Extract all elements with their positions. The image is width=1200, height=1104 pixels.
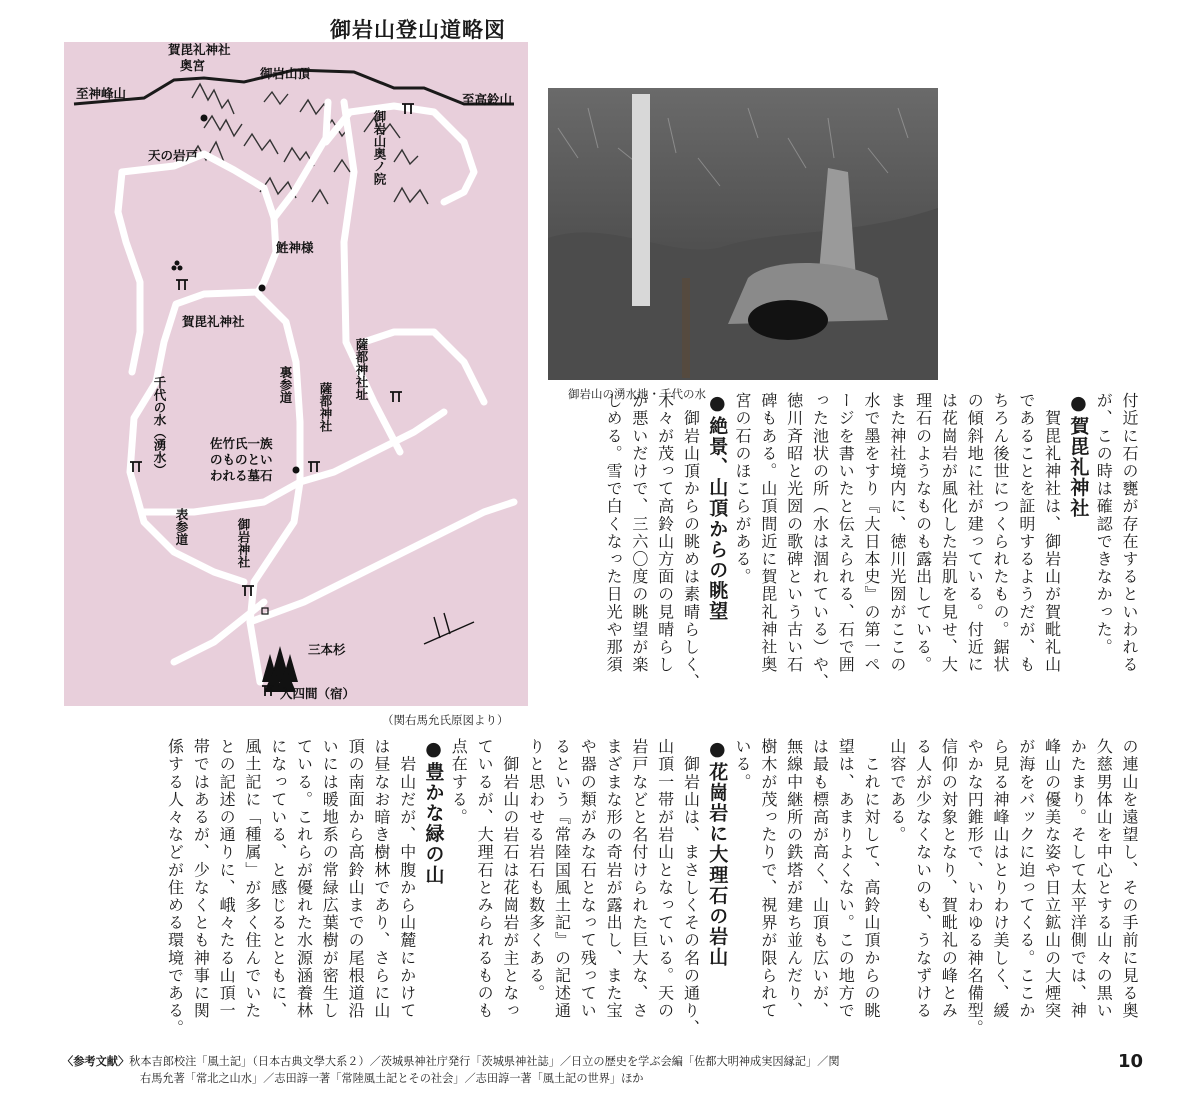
label-satsuto-shrine: 薩都神社 — [318, 382, 333, 432]
label-sanbonsugi: 三本杉 — [308, 642, 346, 657]
label-kabire-shrine: 賀毘礼神社 — [182, 314, 245, 329]
lower-line-35: 風土記に「種属」が多く住んでいた — [242, 738, 262, 1020]
references-line-1: 秋本吉郎校注「風土記」（日本古典文學大系２）／茨城県神社庁発行「茨城県神社誌」／日立の歴史を学ぶ会編「佐都大明神成実因縁記」／関 — [129, 1055, 840, 1068]
lower-line-29: 岩山だが、中腹から山麓にかけて — [397, 738, 417, 1020]
lower-line-27: 点在する。 — [449, 738, 469, 826]
lower-line-12: 望は、あまりよくない。この地方で — [836, 738, 856, 1020]
heading-kabire-shrine: ●賀毘礼神社 — [1067, 392, 1090, 519]
label-satake-3: われる墓石 — [210, 468, 273, 483]
heading-granite-marble: ●花崗岩に大理石の岩山 — [706, 738, 729, 968]
label-satake-2: のものとい — [210, 452, 273, 467]
lower-text-block — [162, 738, 1142, 1038]
lower-line-10: 山容である。 — [887, 738, 907, 844]
upper-line-17: 宮の石のほこらがある。 — [733, 392, 753, 586]
upper-line-1: 付近に石の甕が存在するといわれる — [1120, 392, 1139, 674]
spring-photo-image — [548, 88, 938, 380]
lower-line-6: ら見る神峰山はとりわけ美しく、緩 — [991, 738, 1011, 1020]
label-to-kamine: 至神峰山 — [76, 86, 127, 101]
upper-line-2: が、この時は確認できなかった。 — [1094, 392, 1114, 656]
label-amanoiwato: 天の岩戸 — [148, 148, 199, 163]
upper-line-8: の傾斜地に社が建っている。付近に — [965, 392, 985, 674]
upper-line-7: ちろん後世につくられたもの。鋸状 — [991, 392, 1011, 674]
label-kabire-okumiya: 賀毘礼神社 — [168, 42, 231, 57]
label-satsuto-site: 薩都神社址 — [354, 338, 369, 401]
upper-line-22: しめる。雪で白くなった日光や那須 — [604, 392, 624, 674]
lower-line-26: ているが、大理石とみられるものも — [475, 738, 495, 1020]
lower-line-31: 頂の南面から高鈴山までの尾根道沿 — [346, 738, 366, 1020]
trail-map-drawing — [64, 42, 528, 706]
label-kabuto: 鮏神様 — [276, 240, 314, 255]
lower-line-20: 岩戸などと名付けられた巨大な、さ — [629, 738, 649, 1020]
page-number: 10 — [1118, 1051, 1144, 1072]
upper-line-12: 水で墨をすり『大日本史』の第一ペ — [862, 392, 882, 674]
label-satake-1: 佐竹氏一族 — [210, 436, 273, 451]
lower-line-22: や器の類がみな石となって残ってい — [578, 738, 598, 1020]
lower-line-4: 峰山の優美な姿や日立鉱山の大煙突 — [1042, 738, 1062, 1020]
upper-line-14: った池状の所（水は涸れている）や、 — [810, 392, 830, 692]
label-oiwa-shrine: 御岩神社 — [236, 518, 251, 568]
references — [62, 1053, 840, 1070]
label-okunoin: 御岩山奥ノ院 — [372, 110, 387, 185]
lower-line-8: 信仰の対象となり、賀毗礼の峰とみ — [939, 738, 959, 1020]
references-label: 〈参考文献〉 — [62, 1055, 130, 1068]
lower-line-1: の連山を遠望し、その手前に見る奥 — [1120, 738, 1139, 1020]
lower-line-11: これに対して、高鈴山頂からの眺 — [862, 738, 882, 1020]
lower-line-32: いには暖地系の常緑広葉樹が密生し — [320, 738, 340, 1020]
lower-line-5: が海をバックに迫ってくる。ここか — [1016, 738, 1036, 1020]
lower-line-30: は昼なお暗き樹林であり、さらに山 — [371, 738, 391, 1020]
lower-line-23: るという『常陸国風土記』の記述通 — [552, 738, 572, 1020]
lower-line-16: いる。 — [733, 738, 753, 791]
label-summit: 御岩山頂 — [260, 66, 311, 81]
lower-line-33: ている。これらが優れた水源涵養林 — [294, 738, 314, 1020]
map-title: 御岩山登山道略図 — [330, 18, 506, 42]
upper-text-block — [600, 392, 1142, 736]
lower-line-7: やかな円錐形で、いわゆる神名備型。 — [965, 738, 985, 1038]
lower-line-36: との記述の通りに、峨々たる山頂一 — [217, 738, 237, 1020]
upper-line-16: 碑もある。山頂間近に賀毘礼神社奥 — [758, 392, 778, 674]
lower-line-14: 無線中継所の鉄塔が建ち並んだり、 — [784, 738, 804, 1020]
heading-green-mountain: ●豊かな緑の山 — [422, 738, 445, 886]
upper-line-21: が悪いだけで、三六〇度の眺望が楽 — [629, 392, 649, 674]
map-credit: （関右馬允氏原図より） — [382, 713, 509, 727]
lower-line-15: 樹木が茂ったりで、視界が限られて — [758, 738, 778, 1020]
upper-line-19: 御岩山頂からの眺めは素晴らしく、 — [681, 392, 701, 692]
trail-map — [64, 42, 528, 706]
upper-line-5: 賀毘礼神社は、御岩山が賀毗礼山 — [1042, 392, 1062, 674]
lower-line-9: る人が少なくないのも、うなずける — [913, 738, 933, 1020]
label-irishikema: 入四間（宿） — [280, 686, 356, 701]
lower-line-2: 久慈男体山を中心とする山々の黒い — [1094, 738, 1114, 1020]
heading-summit-view: ●絶景、山頂からの眺望 — [706, 392, 729, 622]
upper-line-15: 徳川斉昭と光圀の歌碑という古い石 — [784, 392, 804, 674]
lower-line-38: 係する人々などが住める環境である。 — [165, 738, 185, 1038]
label-ura-sando: 裏参道 — [278, 366, 293, 404]
lower-line-3: かたまり。そして太平洋側では、神 — [1068, 738, 1088, 1020]
photo-caption: 御岩山の湧水地・千代の水 — [568, 387, 706, 401]
lower-line-25: 御岩山の岩石は花崗岩が主となっ — [500, 738, 520, 1020]
label-chiyo-water: 千代の水（湧水） — [152, 376, 167, 476]
spring-photo — [548, 88, 938, 380]
upper-line-13: ージを書いたと伝えられる、石で囲 — [836, 392, 856, 674]
lower-line-24: りと思わせる岩石も数多くある。 — [526, 738, 546, 1002]
lower-line-21: まざまな形の奇岩が露出し、また宝 — [604, 738, 624, 1020]
upper-line-9: は花崗岩が風化した岩肌を見せ、大 — [939, 392, 959, 674]
label-omote-sando: 表参道 — [174, 508, 189, 546]
upper-line-6: であることを証明するようだが、も — [1016, 392, 1036, 674]
upper-line-10: 理石のようなものも露出している。 — [913, 392, 933, 674]
lower-line-13: は最も標高が高く、山頂も広いが、 — [810, 738, 830, 1020]
upper-line-20: 木々が茂って高鈴山方面の見晴らし — [655, 392, 675, 674]
references-line-2: 右馬允著「常北之山水」／志田諄一著「常陸風土記とその社会」／志田諄一著「風土記の世界」ほか — [140, 1072, 644, 1085]
upper-line-11: また神社境内に、徳川光圀がここの — [887, 392, 907, 674]
lower-line-37: 帯ではあるが、少なくとも神事に関 — [191, 738, 211, 1020]
label-okumiya: 奥宮 — [180, 58, 206, 73]
lower-line-18: 御岩山は、まさしくその名の通り、 — [681, 738, 701, 1038]
lower-line-19: 山頂一帯が岩山となっている。天の — [655, 738, 675, 1020]
lower-line-34: になっている、と感じるとともに、 — [268, 738, 288, 1020]
label-to-takasuzu: 至高鈴山 — [462, 92, 513, 107]
